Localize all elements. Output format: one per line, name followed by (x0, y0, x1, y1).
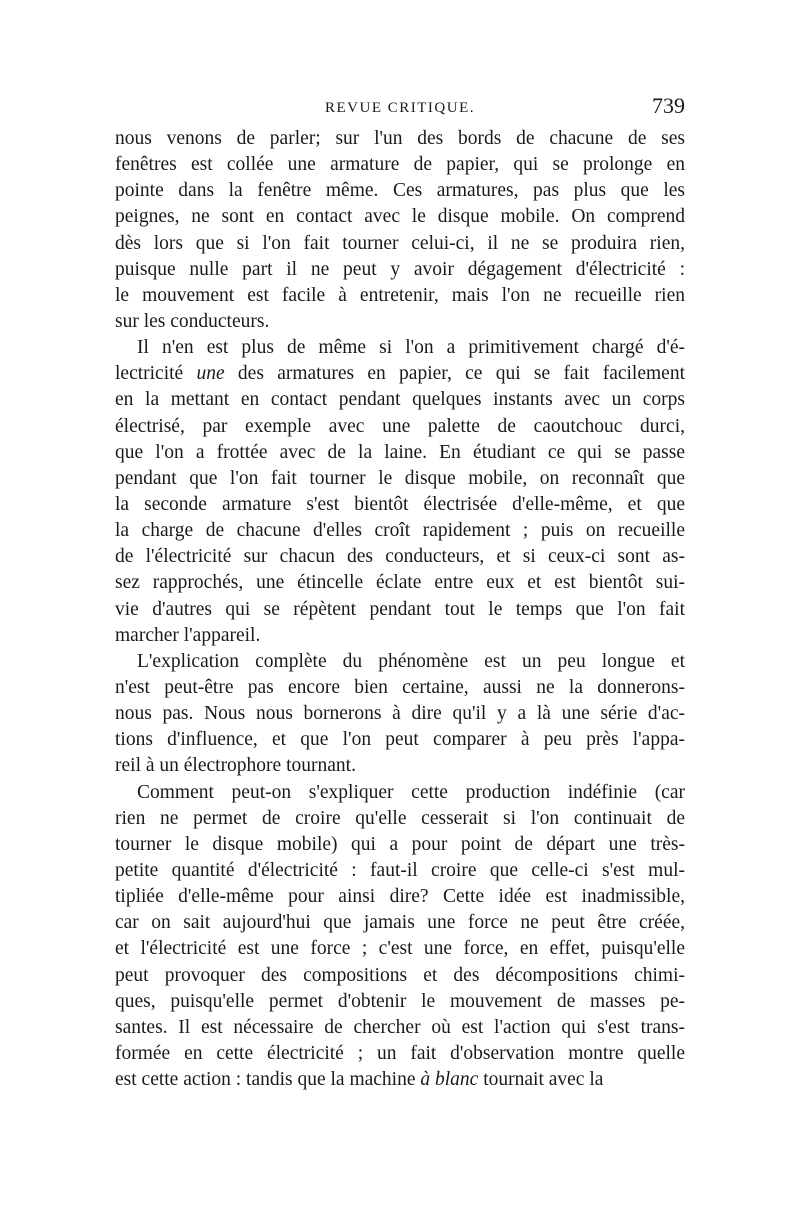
text-line: marcher l'appareil. (115, 624, 261, 646)
paragraph (115, 780, 685, 1094)
text-line: est cette action : tandis que la machine à blanc tournait avec la (115, 1069, 604, 1091)
text-line: tourner le disque mobile) qui a pour point de départ une très- (115, 833, 685, 855)
text-line: rien ne permet de croire qu'elle cesserait si l'on continuait de (115, 807, 685, 829)
text-line: car on sait aujourd'hui que jamais une force ne peut être créée, (115, 912, 685, 934)
text-line: pointe dans la fenêtre même. Ces armatures, pas plus que les (115, 180, 685, 202)
text-line: en la mettant en contact pendant quelques instants avec un corps (115, 389, 685, 411)
text-line: petite quantité d'électricité : faut-il croire que celle-ci s'est mul- (115, 859, 685, 881)
text-line: nous pas. Nous nous bornerons à dire qu'il y a là une série d'ac- (115, 703, 685, 725)
text-line: sez rapprochés, une étincelle éclate entre eux et est bientôt sui- (115, 572, 685, 594)
text-line: et l'électricité est une force ; c'est une force, en effet, puisqu'elle (115, 938, 685, 960)
text-line: dès lors que si l'on fait tourner celui-ci, il ne se produira rien, (115, 232, 685, 254)
text-line: électrisé, par exemple avec une palette de caoutchouc durci, (115, 415, 685, 437)
text-line: peut provoquer des compositions et des décompositions chimi- (115, 964, 685, 986)
text-line: tipliée d'elle-même pour ainsi dire? Cette idée est inadmissible, (115, 886, 685, 908)
text-line: sur les conducteurs. (115, 310, 270, 332)
text-line: n'est peut-être pas encore bien certaine, aussi ne la donnerons- (115, 676, 685, 698)
text-line: puisque nulle part il ne peut y avoir dégagement d'électricité : (115, 258, 685, 280)
emphasis: à blanc (420, 1069, 479, 1091)
paragraph (115, 649, 685, 780)
text-line: reil à un électrophore tournant. (115, 755, 356, 777)
emphasis: une (196, 363, 225, 385)
text-line: que l'on a frottée avec de la laine. En étudiant ce qui se passe (115, 441, 685, 463)
page-body (115, 126, 685, 1093)
text-line: la charge de chacune d'elles croît rapidement ; puis on recueille (115, 520, 685, 542)
text-line: le mouvement est facile à entretenir, mais l'on ne recueille rien (115, 284, 685, 306)
text-line: fenêtres est collée une armature de papier, qui se prolonge en (115, 154, 685, 176)
text-line: Il n'en est plus de même si l'on a primitivement chargé d'é- (137, 337, 685, 359)
text-line: Comment peut-on s'expliquer cette production indéfinie (car (137, 781, 685, 803)
text-line: santes. Il est nécessaire de chercher où est l'action qui s'est trans- (115, 1016, 685, 1038)
page-header (115, 93, 685, 123)
text-line: vie d'autres qui se répètent pendant tout le temps que l'on fait (115, 598, 685, 620)
text-line: L'explication complète du phénomène est un peu longue et (137, 650, 685, 672)
text-line: peignes, ne sont en contact avec le disque mobile. On comprend (115, 206, 685, 228)
paragraph (115, 335, 685, 649)
text-line: de l'électricité sur chacun des conducteurs, et si ceux-ci sont as- (115, 546, 685, 568)
paragraph (115, 126, 685, 335)
text-line: ques, puisqu'elle permet d'obtenir le mouvement de masses pe- (115, 990, 685, 1012)
text-line: tions d'influence, et que l'on peut comparer à peu près l'appa- (115, 729, 685, 751)
text-line: la seconde armature s'est bientôt électrisée d'elle-même, et que (115, 493, 685, 515)
text-line: formée en cette électricité ; un fait d'observation montre quelle (115, 1042, 685, 1064)
running-title: REVUE CRITIQUE. (325, 100, 475, 116)
text-line: pendant que l'on fait tourner le disque mobile, on reconnaît que (115, 467, 685, 489)
text-line: lectricité une des armatures en papier, ce qui se fait facilement (115, 363, 685, 385)
text-line: nous venons de parler; sur l'un des bords de chacune de ses (115, 128, 685, 149)
page-number: 739 (652, 93, 685, 118)
